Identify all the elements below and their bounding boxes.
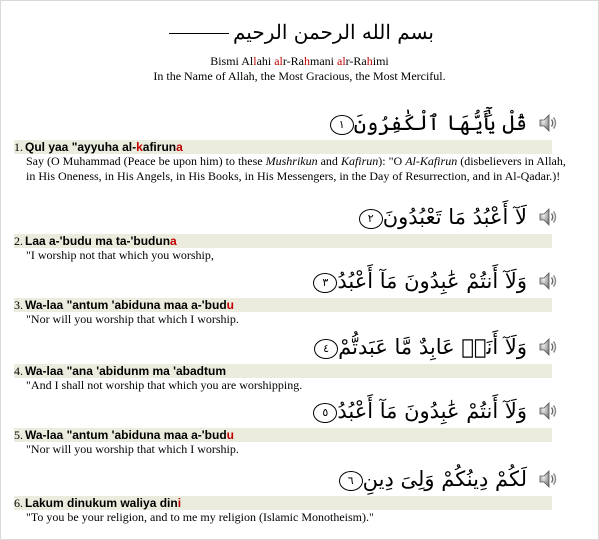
speaker-icon[interactable] bbox=[537, 400, 559, 422]
basmala-arabic: بسم الله الرحمن الرحيم bbox=[232, 20, 434, 44]
translit-segment: Laa a-'budu ma ta-'budun bbox=[25, 234, 171, 248]
translation-segment: "To you be your religion, and to me my religion (Islamic Monotheism)." bbox=[26, 510, 374, 524]
arabic-row bbox=[0, 106, 599, 140]
verse-block bbox=[0, 394, 599, 457]
verse-block bbox=[0, 200, 599, 263]
verse-end-marker: ٣ bbox=[313, 273, 337, 293]
translit-segment: r-Ra bbox=[345, 54, 367, 68]
verse-arabic-text: وَلَآ أَنتُمْ عَٰبِدُونَ مَآ أَعْبُدُ bbox=[337, 399, 527, 423]
verse-end-marker: ٦ bbox=[339, 471, 363, 491]
verse-number: 2. bbox=[14, 234, 23, 248]
verse-arabic-text: وَلَآ أَنَا۠ عَابِدٌ مَّا عَبَدتُّمْ bbox=[338, 335, 527, 359]
translit-segment: k bbox=[136, 140, 143, 154]
verse-number: 6. bbox=[14, 496, 23, 510]
verse-transliteration bbox=[14, 139, 183, 155]
translation-segment: (disbelievers in Allah, in His Oneness, in His Angels, in His Books, in His Messengers, in the Day of Resurrection, and in Al-Qadar.)! bbox=[26, 154, 566, 183]
translit-segment: a bbox=[170, 234, 177, 248]
verse-arabic bbox=[307, 396, 527, 426]
translation-segment: Mushrikun bbox=[265, 154, 318, 168]
verse-arabic bbox=[307, 266, 527, 296]
verse-arabic-text: لَكُمْ دِينُكُمْ وَلِىَ دِينِ bbox=[362, 467, 527, 491]
verse-arabic bbox=[308, 332, 527, 362]
transliteration-band bbox=[14, 364, 552, 378]
translation-segment: "Nor will you worship that which I worship. bbox=[26, 312, 239, 326]
translit-segment: Wa-laa "antum 'abiduna maa a-'bud bbox=[25, 428, 227, 442]
translation-segment: "Nor will you worship that which I worship. bbox=[26, 442, 239, 456]
verse-arabic-text: وَلَآ أَنتُمْ عَٰبِدُونَ مَآ أَعْبُدُ bbox=[337, 269, 527, 293]
translit-segment: Wa-laa "antum 'abiduna maa a-'bud bbox=[25, 298, 227, 312]
surah-header bbox=[0, 18, 599, 84]
transliteration-band bbox=[14, 234, 552, 248]
arabic-row bbox=[0, 200, 599, 234]
verse-arabic-text: لَآ أَعْبُدُ مَا تَعْبُدُونَ bbox=[382, 205, 527, 229]
verse-transliteration bbox=[14, 363, 226, 379]
verse-translation bbox=[26, 248, 566, 263]
verse-block bbox=[0, 462, 599, 525]
verse-block bbox=[0, 106, 599, 184]
verse-translation bbox=[26, 312, 566, 327]
translit-segment: h bbox=[366, 54, 373, 68]
verse-end-marker: ٥ bbox=[313, 403, 337, 423]
verse-transliteration bbox=[14, 427, 234, 443]
translit-segment: r-Ra bbox=[282, 54, 304, 68]
verse-number: 4. bbox=[14, 364, 23, 378]
arabic-row bbox=[0, 394, 599, 428]
translation-segment: Al-Kafirun bbox=[405, 154, 458, 168]
verse-block bbox=[0, 264, 599, 327]
verse-translation bbox=[26, 154, 566, 184]
verse-end-marker: ٤ bbox=[314, 339, 338, 359]
translit-segment: u bbox=[226, 428, 234, 442]
arabic-row bbox=[0, 264, 599, 298]
translit-segment: i bbox=[177, 496, 182, 510]
translit-segment: al bbox=[337, 54, 346, 68]
verse-end-marker: ٢ bbox=[359, 209, 383, 229]
verse-arabic bbox=[333, 464, 527, 494]
arabic-row bbox=[0, 330, 599, 364]
verse-transliteration bbox=[14, 297, 234, 313]
transliteration-band bbox=[14, 140, 552, 154]
speaker-icon[interactable] bbox=[537, 270, 559, 292]
basmala-calligraphy bbox=[0, 18, 599, 48]
translation-segment: "I worship not that which you worship, bbox=[26, 248, 214, 262]
arabic-row bbox=[0, 462, 599, 496]
translit-segment: Lakum dinukum waliya din bbox=[25, 496, 178, 510]
verse-arabic-text: قُلْ يَٰٓأَيُّهَا ٱلْكَٰفِرُونَ bbox=[353, 111, 527, 135]
transliteration-band bbox=[14, 496, 552, 510]
translit-segment: u bbox=[226, 298, 234, 312]
translation-segment: and bbox=[317, 154, 341, 168]
transliteration-band bbox=[14, 428, 552, 442]
verse-arabic bbox=[324, 108, 527, 138]
verse-translation bbox=[26, 378, 566, 393]
verse-translation bbox=[26, 442, 566, 457]
verse-transliteration bbox=[14, 495, 181, 511]
translit-segment: ahi bbox=[256, 54, 275, 68]
translit-segment: h bbox=[304, 54, 310, 68]
translation-segment: ): "O bbox=[378, 154, 406, 168]
verse-block bbox=[0, 330, 599, 393]
speaker-icon[interactable] bbox=[537, 206, 559, 228]
translation-segment: Say (O Muhammad (Peace be upon him) to these bbox=[26, 154, 266, 168]
translation-segment: Kafirun bbox=[340, 154, 379, 168]
translit-segment: l bbox=[253, 54, 257, 68]
translit-segment: Bismi bbox=[210, 54, 242, 68]
verse-number: 5. bbox=[14, 428, 23, 442]
translation-segment: "And I shall not worship that which you are worshipping. bbox=[26, 378, 303, 392]
verse-transliteration bbox=[14, 233, 177, 249]
basmala-transliteration bbox=[0, 54, 599, 69]
translit-segment: Qul yaa "ayyuha al- bbox=[25, 140, 137, 154]
basmala-rule bbox=[169, 33, 229, 34]
verse-end-marker: ١ bbox=[330, 115, 354, 135]
translit-segment: afirun bbox=[142, 140, 177, 154]
verse-translation bbox=[26, 510, 566, 525]
transliteration-band bbox=[14, 298, 552, 312]
translit-segment: mani bbox=[310, 54, 337, 68]
verse-number: 3. bbox=[14, 298, 23, 312]
speaker-icon[interactable] bbox=[537, 468, 559, 490]
translit-segment: al bbox=[274, 54, 283, 68]
verse-number: 1. bbox=[14, 140, 23, 154]
speaker-icon[interactable] bbox=[537, 336, 559, 358]
basmala-translation: In the Name of Allah, the Most Gracious, the Most Merciful. bbox=[153, 69, 446, 83]
translit-segment: imi bbox=[372, 54, 389, 68]
translit-segment: Al bbox=[241, 54, 254, 68]
translit-segment: a bbox=[176, 140, 183, 154]
speaker-icon[interactable] bbox=[537, 112, 559, 134]
translit-segment: Wa-laa "ana 'abidunm ma 'abadtum bbox=[25, 364, 226, 378]
verse-arabic bbox=[353, 202, 527, 232]
